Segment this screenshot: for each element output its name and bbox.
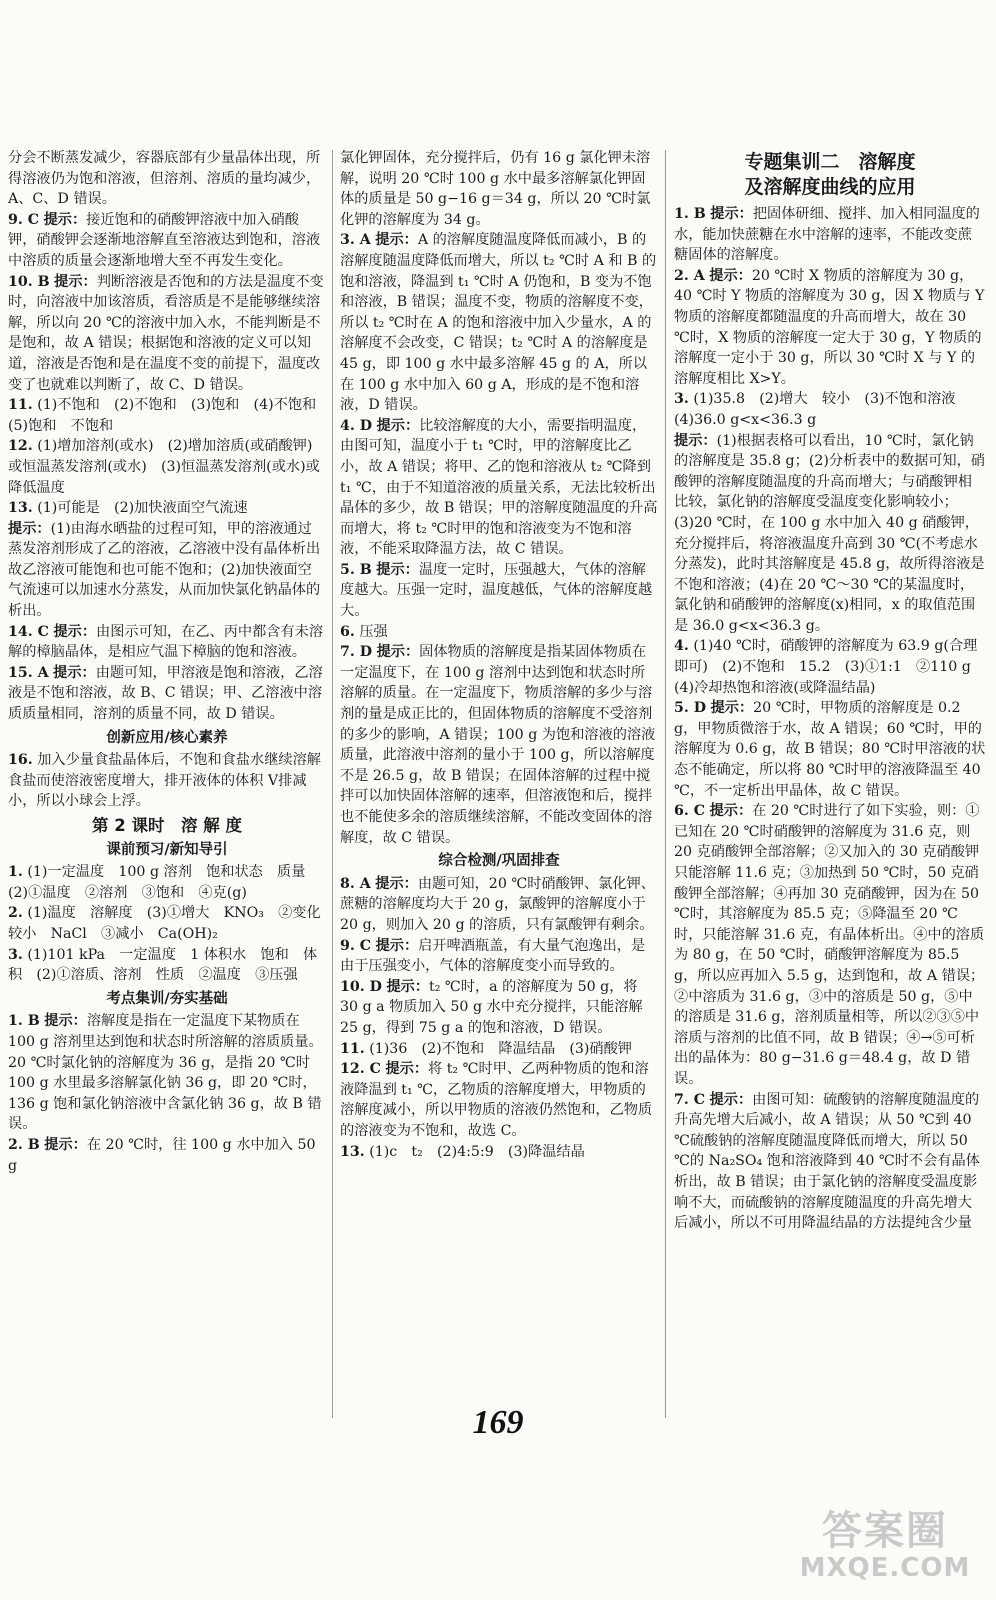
answer-text: 比较溶解度的大小，需要指明温度，由图可知，温度小于 t₁ ℃时，甲的溶解度比乙小，故 A 错误；将甲、乙的饱和溶液从 t₂ ℃降到 t₁ ℃，由于不知道溶液的质量关系，无法比较析出晶体的多少，故 B 错误；甲的溶解度随温度的升高而增大，将 t₂ ℃时甲的饱和溶液变为不饱和溶液，不能采取降温方法，故 C 错误。: [340, 417, 658, 558]
hint-label: 提示：: [710, 206, 753, 222]
hint-label: 提示：: [376, 644, 420, 661]
answer-item: [674, 636, 986, 698]
hint-label: 提示：: [53, 623, 97, 640]
hint-label: 提示：: [54, 273, 97, 290]
answer-item: [8, 862, 326, 903]
answer-number: 13.: [340, 1143, 365, 1160]
answer-text: 溶解度是指在一定温度下某物质在 100 g 溶剂里达到饱和状态时所溶解的溶质质量。20 ℃时氯化钠的溶解度为 36 g，是指 20 ℃时 100 g 水里最多溶解氯化钠 36 g，即 20 ℃时，136 g 饱和氯化钠溶液中含氯化钠 36 g，故 B 错误。: [8, 1013, 323, 1133]
answer-column-right: [674, 148, 986, 1234]
hint-label: 提示：: [385, 1061, 429, 1078]
lesson-title: 第 2 课时 溶 解 度: [92, 816, 242, 835]
answer-item: [340, 230, 658, 415]
answer-number: 5. B: [340, 561, 372, 578]
hint-label: 提示：: [375, 875, 418, 892]
answer-text: (1)由海水晒盐的过程可知，甲的溶液通过蒸发溶剂形成了乙的溶液，乙溶液中没有晶体析出故乙溶液可能饱和也可能不饱和；(2)加快液面空气流速可以加速水分蒸发，从而加快氯化钠晶体的析出。: [8, 520, 321, 620]
answer-text: (1)一定温度 100 g 溶剂 饱和状态 质量 (2)①温度 ②溶剂 ③饱和 ④克(g): [8, 864, 320, 901]
answer-number: 10. B: [8, 273, 50, 290]
answer-text: 20 ℃时，甲物质的溶解度是 0.2 g，甲物质微溶于水，故 A 错误；60 ℃时，甲的溶解度为 0.6 g，故 B 错误；80 ℃时甲溶液的状态不能确定，所以将 80 ℃时甲的溶液降温至 40 ℃，不一定析出甲晶体，故 C 错误。: [674, 700, 986, 799]
answer-number: 3. A: [340, 232, 371, 249]
answer-item: [674, 1090, 986, 1234]
answer-list: [8, 1011, 326, 1176]
answer-text: (1)101 kPa 一定温度 1 体积水 饱和 体积 (2)①溶质、溶剂 性质 ②温度 ③压强: [8, 946, 318, 984]
answer-text: 分会不断蒸发减少，容器底部有少量晶体出现，所得溶液仍为饱和溶液，但溶剂、溶质的量均减少，A、C、D 错误。: [8, 150, 321, 208]
answer-text: 20 ℃时 X 物质的溶解度为 30 g，40 ℃时 Y 物质的溶解度为 30 g，因 X 物质与 Y 物质的溶解度都随温度的升高而增大，故在 30 ℃时，X 物质的溶解度一定大于 30 g，Y 物质的溶解度一定小于 30 g，所以 30 ℃时 X 与 Y 的溶解度相比 X>Y。: [674, 267, 985, 387]
hint-label: 提示：: [710, 700, 754, 717]
answer-item: [674, 204, 986, 266]
column-divider-2: [665, 150, 666, 1418]
hint-label: 提示：: [43, 211, 87, 228]
answer-column-left: [8, 148, 331, 1176]
answer-item: [8, 272, 326, 396]
page-number: 169: [472, 1404, 524, 1441]
answer-item: [674, 801, 986, 1089]
answer-text: (1)c t₂ (2)4:5:9 (3)降温结晶: [369, 1143, 585, 1160]
hint-label: 提示：: [53, 664, 96, 681]
answer-item: [340, 977, 658, 1039]
answer-item: [340, 560, 658, 622]
answer-item: [8, 903, 326, 944]
section-heading-review: 综合检测/巩固排查: [438, 853, 560, 870]
answer-text: A 的溶解度随温度降低而减小，B 的溶解度随温度降低而增大，所以 t₂ ℃时 A 和 B 的饱和溶液，降温到 t₁ ℃时 A 仍饱和，B 变为不饱和溶液，B 错误；温度不变，物质的溶解度不变，所以 t₂ ℃时在 A 的饱和溶液中加入少量水，A 的溶解度不会改变，C 错误；t₂ ℃时 A 的溶解度是 45 g，即 100 g 水中最多溶解 45 g 的 A，所以在 100 g 水中加入 60 g A，形成的是不饱和溶液，D 错误。: [340, 232, 657, 414]
hint-label: 提示：: [386, 978, 430, 995]
answer-item: [340, 1059, 658, 1141]
answer-number: 3.: [674, 391, 689, 408]
column-divider-1: [332, 150, 333, 1418]
answer-item: [8, 945, 326, 986]
answer-text: (1)不饱和 (2)不饱和 (3)饱和 (4)不饱和 (5)饱和 不饱和: [8, 397, 331, 434]
answer-number: 14. C: [8, 623, 49, 640]
answer-text: 温度一定时，压强越大，气体的溶解度越大。压强一定时，温度越低，气体的溶解度越大。: [340, 561, 653, 620]
answer-number: 9. C: [8, 211, 40, 228]
hint-label: 提示：: [44, 1013, 87, 1030]
answer-number: 4.: [674, 638, 689, 655]
answer-list: [8, 148, 331, 725]
answer-number: 6. C: [674, 803, 706, 820]
answer-number: 1. B: [8, 1013, 40, 1030]
answer-list: [674, 204, 986, 1234]
hint-label: 提示：: [674, 432, 717, 449]
hint-label: 提示：: [709, 803, 753, 820]
answer-number: 11.: [8, 397, 33, 414]
answer-text: 氯化钾固体，充分搅拌后，仍有 16 g 氯化钾未溶解，说明 20 ℃时 100 g 水中最多溶解氯化钾固体的质量是 50 g−16 g＝34 g，所以 20 ℃时氯化钾的溶解度为 34 g。: [340, 150, 651, 228]
section-heading-preview: 课前预习/新知导引: [106, 841, 228, 858]
section-heading-innovate: 创新应用/核心素养: [106, 729, 228, 746]
answer-number: 8. A: [340, 875, 371, 892]
answer-number: 5. D: [674, 700, 707, 717]
answer-text: t₂ ℃时，a 的溶解度为 50 g，将 30 g a 物质加入 50 g 水中充分搅拌，只能溶解 25 g，得到 75 g a 的饱和溶液，D 错误。: [340, 978, 643, 1036]
answer-text: 由题可知，甲溶液是饱和溶液，乙溶液是不饱和溶液，故 B、C 错误；甲、乙溶液中溶质质量相同，溶剂的质量不同，故 D 错误。: [8, 664, 323, 723]
answer-item: [674, 698, 986, 801]
answer-item: [8, 210, 326, 272]
answer-number: 2. B: [8, 1136, 40, 1153]
answer-item: [8, 663, 326, 725]
answer-list: [8, 862, 326, 986]
answer-list: [340, 874, 658, 1162]
answer-item: [340, 936, 658, 977]
answer-item: [674, 431, 986, 637]
topic-title-line-2: 及溶解度曲线的应用: [744, 176, 916, 198]
answer-item: [8, 395, 331, 436]
hint-label: 提示：: [709, 267, 752, 284]
answer-item: [8, 148, 326, 210]
watermark-logo: [780, 1508, 990, 1588]
answer-number: 4. D: [340, 417, 373, 434]
watermark-url: MXQE.COM: [799, 1553, 971, 1583]
answer-number: 1. B: [674, 206, 706, 222]
answer-text: 固体物质的溶解度是指某固体物质在一定温度下，在 100 g 溶剂中达到饱和状态时所溶解的质量。在一定温度下，物质溶解的多少与溶剂的量是成正比的，但固体物质的溶解度不受溶剂的多少的影响，A 错误；100 g 为饱和溶液的溶液质量，此溶液中溶剂的量小于 100 g，所以溶解度不是 26.5 g，故 B 错误；在固体溶解的过程中搅拌可以加快固体溶解的速率，但溶液饱和后，搅拌也不能使多余的溶质继续溶解，不能改变固体的溶解度，故 C 错误。: [340, 644, 656, 846]
answer-item: [340, 1142, 658, 1163]
answer-number: 12.: [8, 438, 33, 455]
answer-list: [340, 148, 658, 848]
answer-text: 由图可知：硫酸钠的溶解度随温度的升高先增大后减小，故 A 错误；从 50 ℃到 40 ℃硫酸钠的溶解度随温度降低而增大，所以 50 ℃的 Na₂SO₄ 饱和溶液降到 40 ℃时不会有晶体析出，故 B 错误；由于氯化钠的溶解度受温度影响不大，而硫酸钠的溶解度随温度的升高先增大后减小，所以不可用降温结晶的方法提纯含少量: [674, 1091, 980, 1232]
answer-number: 1.: [8, 864, 23, 881]
answer-text: 由图示可知，在乙、丙中都含有未溶解的樟脑晶体，是相应气温下樟脑的饱和溶液。: [8, 623, 324, 661]
answer-text: (1)36 (2)不饱和 降温结晶 (3)硝酸钾: [369, 1040, 632, 1057]
watermark-text: 答案圈: [822, 1508, 948, 1554]
hint-label: 提示：: [375, 937, 419, 954]
answer-item: [340, 642, 658, 848]
answer-number: 13.: [8, 500, 33, 517]
answer-number: 7. D: [340, 644, 373, 661]
answer-item: [8, 750, 326, 812]
answer-text: (1)40 ℃时，硝酸钾的溶解度为 63.9 g(合理即可) (2)不饱和 15.2 (3)①1:1 ②110 g (4)冷却热饱和溶液(或降温结晶): [674, 638, 986, 696]
answer-text: (1)增加溶剂(或水) (2)增加溶质(或硝酸钾)或恒温蒸发溶剂(或水) (3)恒温蒸发溶剂(或水)或降低温度: [8, 438, 320, 496]
answer-item: [8, 1135, 326, 1176]
answer-number: 15. A: [8, 664, 49, 681]
answer-list: [8, 750, 326, 812]
answer-text: 加入少量食盐晶体后，不饱和食盐水继续溶解食盐而使溶液密度增大，排开液体的体积 V排减小，所以小球会上浮。: [8, 752, 321, 810]
answer-item: [340, 1039, 658, 1060]
answer-text: 启开啤酒瓶盖，有大量气泡逸出，是由于压强变小，气体的溶解度变小而导致的。: [340, 937, 646, 975]
topic-title-line-1: 专题集训二 溶解度: [744, 151, 916, 173]
answer-text: 把固体研细、搅拌、加入相同温度的水，能加快蔗糖在水中溶解的速率，不能改变蔗糖固体的溶解度。: [674, 206, 980, 264]
answer-text: (1)根据表格可以看出，10 ℃时，氯化钠的溶解度是 35.8 g；(2)分析表中的数据可知，硝酸钾的溶解度随温度的升高而增大；与硝酸钾相比较，氯化钠的溶解度受温度变化影响较小；(3)20 ℃时，在 100 g 水中加入 40 g 硝酸钾，充分搅拌后，将溶液温度升高到 30 ℃(不考虑水分蒸发)，此时其溶解度是 45.8 g，故所得溶液是不饱和溶液；(4)在 20 ℃～30 ℃的某温度时，氯化钠和硝酸钾的溶解度(x)相同，x 的取值范围是 36.0 g<x<36.3 g。: [674, 432, 985, 634]
answer-item: [8, 436, 326, 498]
answer-number: 9. C: [340, 937, 372, 954]
answer-item: [340, 622, 658, 643]
answer-number: 16.: [8, 752, 33, 769]
answer-item: [8, 519, 326, 622]
hint-label: 提示：: [709, 1091, 753, 1108]
answer-number: 7. C: [674, 1091, 706, 1108]
hint-label: 提示：: [376, 561, 419, 578]
answer-number: 3.: [8, 946, 23, 963]
answer-item: [340, 416, 658, 560]
answer-text: 由题可知，20 ℃时硝酸钾、氯化钾、蔗糖的溶解度均大于 20 g，氯酸钾的溶解度小于 20 g，则加入 20 g 的溶质，只有氯酸钾有剩余。: [340, 875, 655, 933]
hint-label: 提示：: [376, 417, 420, 434]
answer-number: 2. A: [674, 267, 705, 284]
answer-text: (1)可能是 (2)加快液面空气流速: [37, 500, 248, 517]
answer-text: 判断溶液是否饱和的方法是温度不变时，向溶液中加该溶质，看溶质是不是能够继续溶解，所以向 20 ℃的溶液中加入水，不能判断是不是饱和，故 A 错误；根据饱和溶液的定义可以知道，溶液是否饱和是在温度不变的前提下，温度改变了也就难以判断了，故 C、D 错误。: [8, 273, 324, 393]
section-heading-points: 考点集训/夯实基础: [106, 990, 228, 1007]
answer-number: 11.: [340, 1040, 365, 1057]
answer-text: 压强: [359, 623, 388, 640]
hint-label: 提示：: [44, 1136, 87, 1153]
hint-label: 提示：: [375, 232, 418, 249]
answer-number: 12. C: [340, 1061, 381, 1078]
answer-column-middle: [340, 148, 658, 1162]
answer-item: [8, 1011, 326, 1135]
answer-text: 接近饱和的硝酸钾溶液中加入硝酸钾，硝酸钾会逐渐地溶解直至溶液达到饱和，溶液中溶质的质量会逐渐地增大至不再发生变化。: [8, 211, 321, 269]
answer-item: [8, 622, 326, 663]
answer-item: [674, 266, 986, 390]
answer-text: (1)温度 溶解度 (3)①增大 KNO₃ ②变化较小 NaCl ③减小 Ca(OH)₂: [8, 905, 321, 942]
answer-text: 在 20 ℃时进行了如下实验，则：①已知在 20 ℃时硝酸钾的溶解度为 31.6 克，则 20 克硝酸钾全部溶解；②又加入的 30 克硝酸钾只能溶解 11.6 克；③加热到 50 ℃时，50 克硝酸钾全部溶解；④再加 30 克硝酸钾，因为在 50 ℃时，其溶解度为 85.5 克；⑤降温至 20 ℃时，只能溶解 31.6 克，有晶体析出。④中的溶质为 80 g，在 50 ℃时，硝酸钾溶解度为 85.5 g，所以应再加入 5.5 g，达到饱和，故 A 错误；②中溶质为 31.6 g，③中的溶质是 50 g，⑤中的溶质是 31.6 g，溶剂质量相等，所以②③⑤中溶质与溶剂的比值不同，故 B 错误；④→⑤可析出的晶体为：80 g−31.6 g＝48.4 g，故 D 错误。: [674, 803, 985, 1087]
answer-number: 10. D: [340, 978, 382, 995]
answer-item: [674, 389, 986, 430]
answer-item: [340, 148, 658, 230]
answer-item: [340, 874, 658, 936]
answer-number: 2.: [8, 905, 23, 922]
hint-label: 提示：: [8, 520, 51, 537]
answer-text: (1)35.8 (2)增大 较小 (3)不饱和溶液 (4)36.0 g<x<36.3 g: [674, 391, 970, 428]
answer-text: 在 20 ℃时，往 100 g 水中加入 50 g: [8, 1136, 316, 1174]
answer-number: 6.: [340, 623, 355, 640]
answer-item: [8, 498, 326, 519]
answer-text: 将 t₂ ℃时甲、乙两种物质的饱和溶液降温到 t₁ ℃，乙物质的溶解度增大，甲物质的溶解度减小，所以甲物质的溶液仍然饱和，乙物质的溶液变为不饱和，故选 C。: [340, 1061, 653, 1139]
